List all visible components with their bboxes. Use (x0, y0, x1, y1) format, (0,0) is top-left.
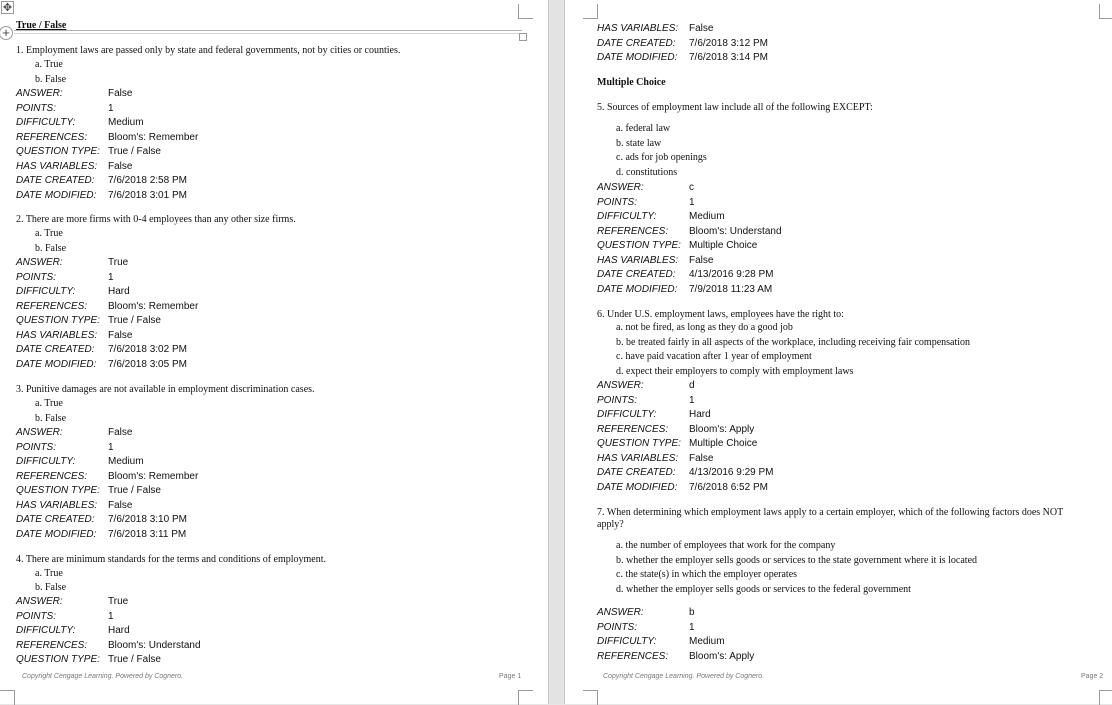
document-page-1 (0, 0, 548, 704)
table-add-row-icon[interactable]: + (0, 26, 13, 40)
points-label: POINTS: (16, 442, 57, 453)
difficulty-label: DIFFICULTY: (16, 456, 76, 467)
section-title: True / False (16, 20, 67, 31)
difficulty-value: Medium (108, 456, 144, 467)
difficulty-label: DIFFICULTY: (597, 636, 657, 647)
points-value: 1 (108, 272, 114, 283)
question-type-value: Multiple Choice (689, 438, 758, 449)
points-value: 1 (689, 622, 695, 633)
option-item: b. False (35, 582, 67, 593)
date-created-value: 7/6/2018 2:58 PM (108, 175, 187, 186)
page-number: Page 1 (499, 673, 522, 680)
date-modified-label: DATE MODIFIED: (16, 190, 97, 201)
has-variables-value: False (108, 161, 133, 172)
page-number: Page 2 (1081, 673, 1104, 680)
points-value: 1 (689, 395, 695, 406)
question-text: 5. Sources of employment law include all of the following EXCEPT: (597, 102, 873, 113)
question-type-label: QUESTION TYPE: (16, 485, 100, 496)
difficulty-value: Hard (108, 286, 130, 297)
answer-label: ANSWER: (16, 427, 63, 438)
date-modified-label: DATE MODIFIED: (597, 52, 678, 63)
difficulty-label: DIFFICULTY: (16, 625, 76, 636)
date-created-value: 7/6/2018 3:10 PM (108, 514, 187, 525)
difficulty-value: Medium (689, 636, 725, 647)
option-item: c. have paid vacation after 1 year of employment (616, 351, 812, 362)
date-modified-label: DATE MODIFIED: (16, 529, 97, 540)
table-move-handle-icon[interactable]: ✥ (2, 2, 13, 14)
answer-label: ANSWER: (16, 596, 63, 607)
date-created-label: DATE CREATED: (16, 344, 95, 355)
answer-label: ANSWER: (597, 607, 644, 618)
question-type-label: QUESTION TYPE: (16, 315, 100, 326)
question-text: 2. There are more firms with 0-4 employees than any other size firms. (16, 214, 296, 225)
page-corner-mark (0, 690, 15, 705)
points-value: 1 (108, 103, 114, 114)
points-label: POINTS: (16, 611, 57, 622)
has-variables-value: False (689, 255, 714, 266)
difficulty-label: DIFFICULTY: (597, 211, 657, 222)
page-gap (548, 0, 565, 704)
table-resize-handle[interactable] (519, 33, 527, 41)
section-title: Multiple Choice (597, 77, 666, 88)
date-modified-value: 7/6/2018 6:52 PM (689, 482, 768, 493)
option-item: d. expect their employers to comply with employment laws (616, 366, 854, 377)
question-type-label: QUESTION TYPE: (597, 240, 681, 251)
option-item: a. True (35, 568, 63, 579)
question-text: 3. Punitive damages are not available in employment discrimination cases. (16, 384, 315, 395)
question-text: 7. When determining which employment laws apply to a certain employer, which of the following factors does NOT (597, 507, 1064, 518)
date-created-label: DATE CREATED: (597, 269, 676, 280)
option-item: b. False (35, 243, 67, 254)
option-item: b. state law (616, 138, 662, 149)
references-value: Bloom's: Apply (689, 424, 755, 435)
option-item: d. constitutions (616, 167, 678, 178)
has-variables-value: False (108, 330, 133, 341)
answer-value: True (108, 257, 129, 268)
references-label: REFERENCES: (16, 132, 88, 143)
date-created-value: 4/13/2016 9:29 PM (689, 467, 774, 478)
references-value: Bloom's: Remember (108, 301, 199, 312)
difficulty-label: DIFFICULTY: (597, 409, 657, 420)
page-corner-mark (1099, 690, 1112, 705)
page-corner-mark (1099, 4, 1112, 19)
option-item: a. True (35, 59, 63, 70)
option-item: c. the state(s) in which the employer operates (616, 569, 798, 580)
points-label: POINTS: (16, 103, 57, 114)
points-label: POINTS: (597, 622, 638, 633)
date-modified-value: 7/9/2018 11:23 AM (689, 284, 773, 295)
difficulty-value: Medium (689, 211, 725, 222)
date-modified-label: DATE MODIFIED: (597, 284, 678, 295)
references-value: Bloom's: Understand (108, 640, 201, 651)
difficulty-value: Medium (108, 117, 144, 128)
answer-value: b (689, 607, 695, 618)
references-label: REFERENCES: (16, 301, 88, 312)
answer-label: ANSWER: (16, 88, 63, 99)
option-item: d. whether the employer sells goods or services to the federal government (616, 584, 911, 595)
answer-value: c (689, 182, 694, 193)
question-type-value: True / False (108, 315, 161, 326)
references-label: REFERENCES: (16, 640, 88, 651)
document-page-2 (565, 0, 1112, 704)
date-modified-label: DATE MODIFIED: (16, 359, 97, 370)
has-variables-value: False (689, 453, 714, 464)
points-value: 1 (108, 442, 114, 453)
question-type-value: True / False (108, 485, 161, 496)
date-modified-value: 7/6/2018 3:11 PM (108, 529, 187, 540)
question-type-value: True / False (108, 146, 161, 157)
option-item: b. False (35, 413, 67, 424)
question-text-continued: apply? (597, 519, 624, 530)
references-value: Bloom's: Remember (108, 132, 199, 143)
question-text: 6. Under U.S. employment laws, employees have the right to: (597, 309, 844, 320)
has-variables-label: HAS VARIABLES: (597, 23, 679, 34)
option-item: a. not be fired, as long as they do a good job (616, 322, 793, 333)
date-modified-value: 7/6/2018 3:01 PM (108, 190, 187, 201)
question-type-value: True / False (108, 654, 161, 665)
references-value: Bloom's: Apply (689, 651, 755, 662)
difficulty-value: Hard (108, 625, 130, 636)
date-created-label: DATE CREATED: (16, 175, 95, 186)
points-label: POINTS: (597, 395, 638, 406)
answer-value: False (108, 427, 133, 438)
table-border (14, 33, 522, 34)
date-modified-label: DATE MODIFIED: (597, 482, 678, 493)
answer-value: True (108, 596, 129, 607)
date-created-label: DATE CREATED: (597, 467, 676, 478)
page-corner-mark (583, 4, 598, 19)
option-item: a. True (35, 398, 63, 409)
answer-label: ANSWER: (597, 380, 644, 391)
date-created-value: 7/6/2018 3:02 PM (108, 344, 187, 355)
points-label: POINTS: (16, 272, 57, 283)
answer-value: d (689, 380, 695, 391)
references-label: REFERENCES: (597, 226, 669, 237)
references-label: REFERENCES: (597, 424, 669, 435)
difficulty-label: DIFFICULTY: (16, 286, 76, 297)
option-item: a. the number of employees that work for the company (616, 540, 836, 551)
date-created-value: 4/13/2016 9:28 PM (689, 269, 774, 280)
references-value: Bloom's: Remember (108, 471, 199, 482)
option-item: b. False (35, 74, 67, 85)
option-item: a. True (35, 228, 63, 239)
question-type-label: QUESTION TYPE: (597, 438, 681, 449)
has-variables-value: False (108, 500, 133, 511)
answer-label: ANSWER: (597, 182, 644, 193)
points-value: 1 (689, 197, 695, 208)
answer-label: ANSWER: (16, 257, 63, 268)
question-type-label: QUESTION TYPE: (16, 654, 100, 665)
page-corner-mark (518, 4, 533, 19)
date-created-label: DATE CREATED: (16, 514, 95, 525)
question-type-label: QUESTION TYPE: (16, 146, 100, 157)
has-variables-label: HAS VARIABLES: (16, 161, 98, 172)
page-footer: Copyright Cengage Learning. Powered by Cognero. (22, 673, 184, 680)
option-item: a. federal law (616, 123, 671, 134)
question-text: 1. Employment laws are passed only by state and federal governments, not by cities or counties. (16, 45, 401, 56)
points-value: 1 (108, 611, 114, 622)
page-corner-mark (583, 690, 598, 705)
answer-value: False (108, 88, 133, 99)
has-variables-label: HAS VARIABLES: (597, 453, 679, 464)
has-variables-label: HAS VARIABLES: (597, 255, 679, 266)
option-item: c. ads for job openings (616, 152, 707, 163)
page-corner-mark (518, 690, 533, 705)
date-created-value: 7/6/2018 3:12 PM (689, 38, 768, 49)
question-text: 4. There are minimum standards for the terms and conditions of employment. (16, 554, 327, 565)
question-type-value: Multiple Choice (689, 240, 758, 251)
difficulty-value: Hard (689, 409, 711, 420)
points-label: POINTS: (597, 197, 638, 208)
option-item: b. whether the employer sells goods or services to the state government where it is located (616, 555, 978, 566)
date-modified-value: 7/6/2018 3:05 PM (108, 359, 187, 370)
date-modified-value: 7/6/2018 3:14 PM (689, 52, 768, 63)
difficulty-label: DIFFICULTY: (16, 117, 76, 128)
has-variables-value: False (689, 23, 714, 34)
has-variables-label: HAS VARIABLES: (16, 330, 98, 341)
references-label: REFERENCES: (16, 471, 88, 482)
has-variables-label: HAS VARIABLES: (16, 500, 98, 511)
references-label: REFERENCES: (597, 651, 669, 662)
option-item: b. be treated fairly in all aspects of the workplace, including receiving fair compensation (616, 337, 971, 348)
date-created-label: DATE CREATED: (597, 38, 676, 49)
table-border (14, 30, 522, 31)
references-value: Bloom's: Understand (689, 226, 782, 237)
page-footer: Copyright Cengage Learning. Powered by Cognero. (603, 673, 765, 680)
